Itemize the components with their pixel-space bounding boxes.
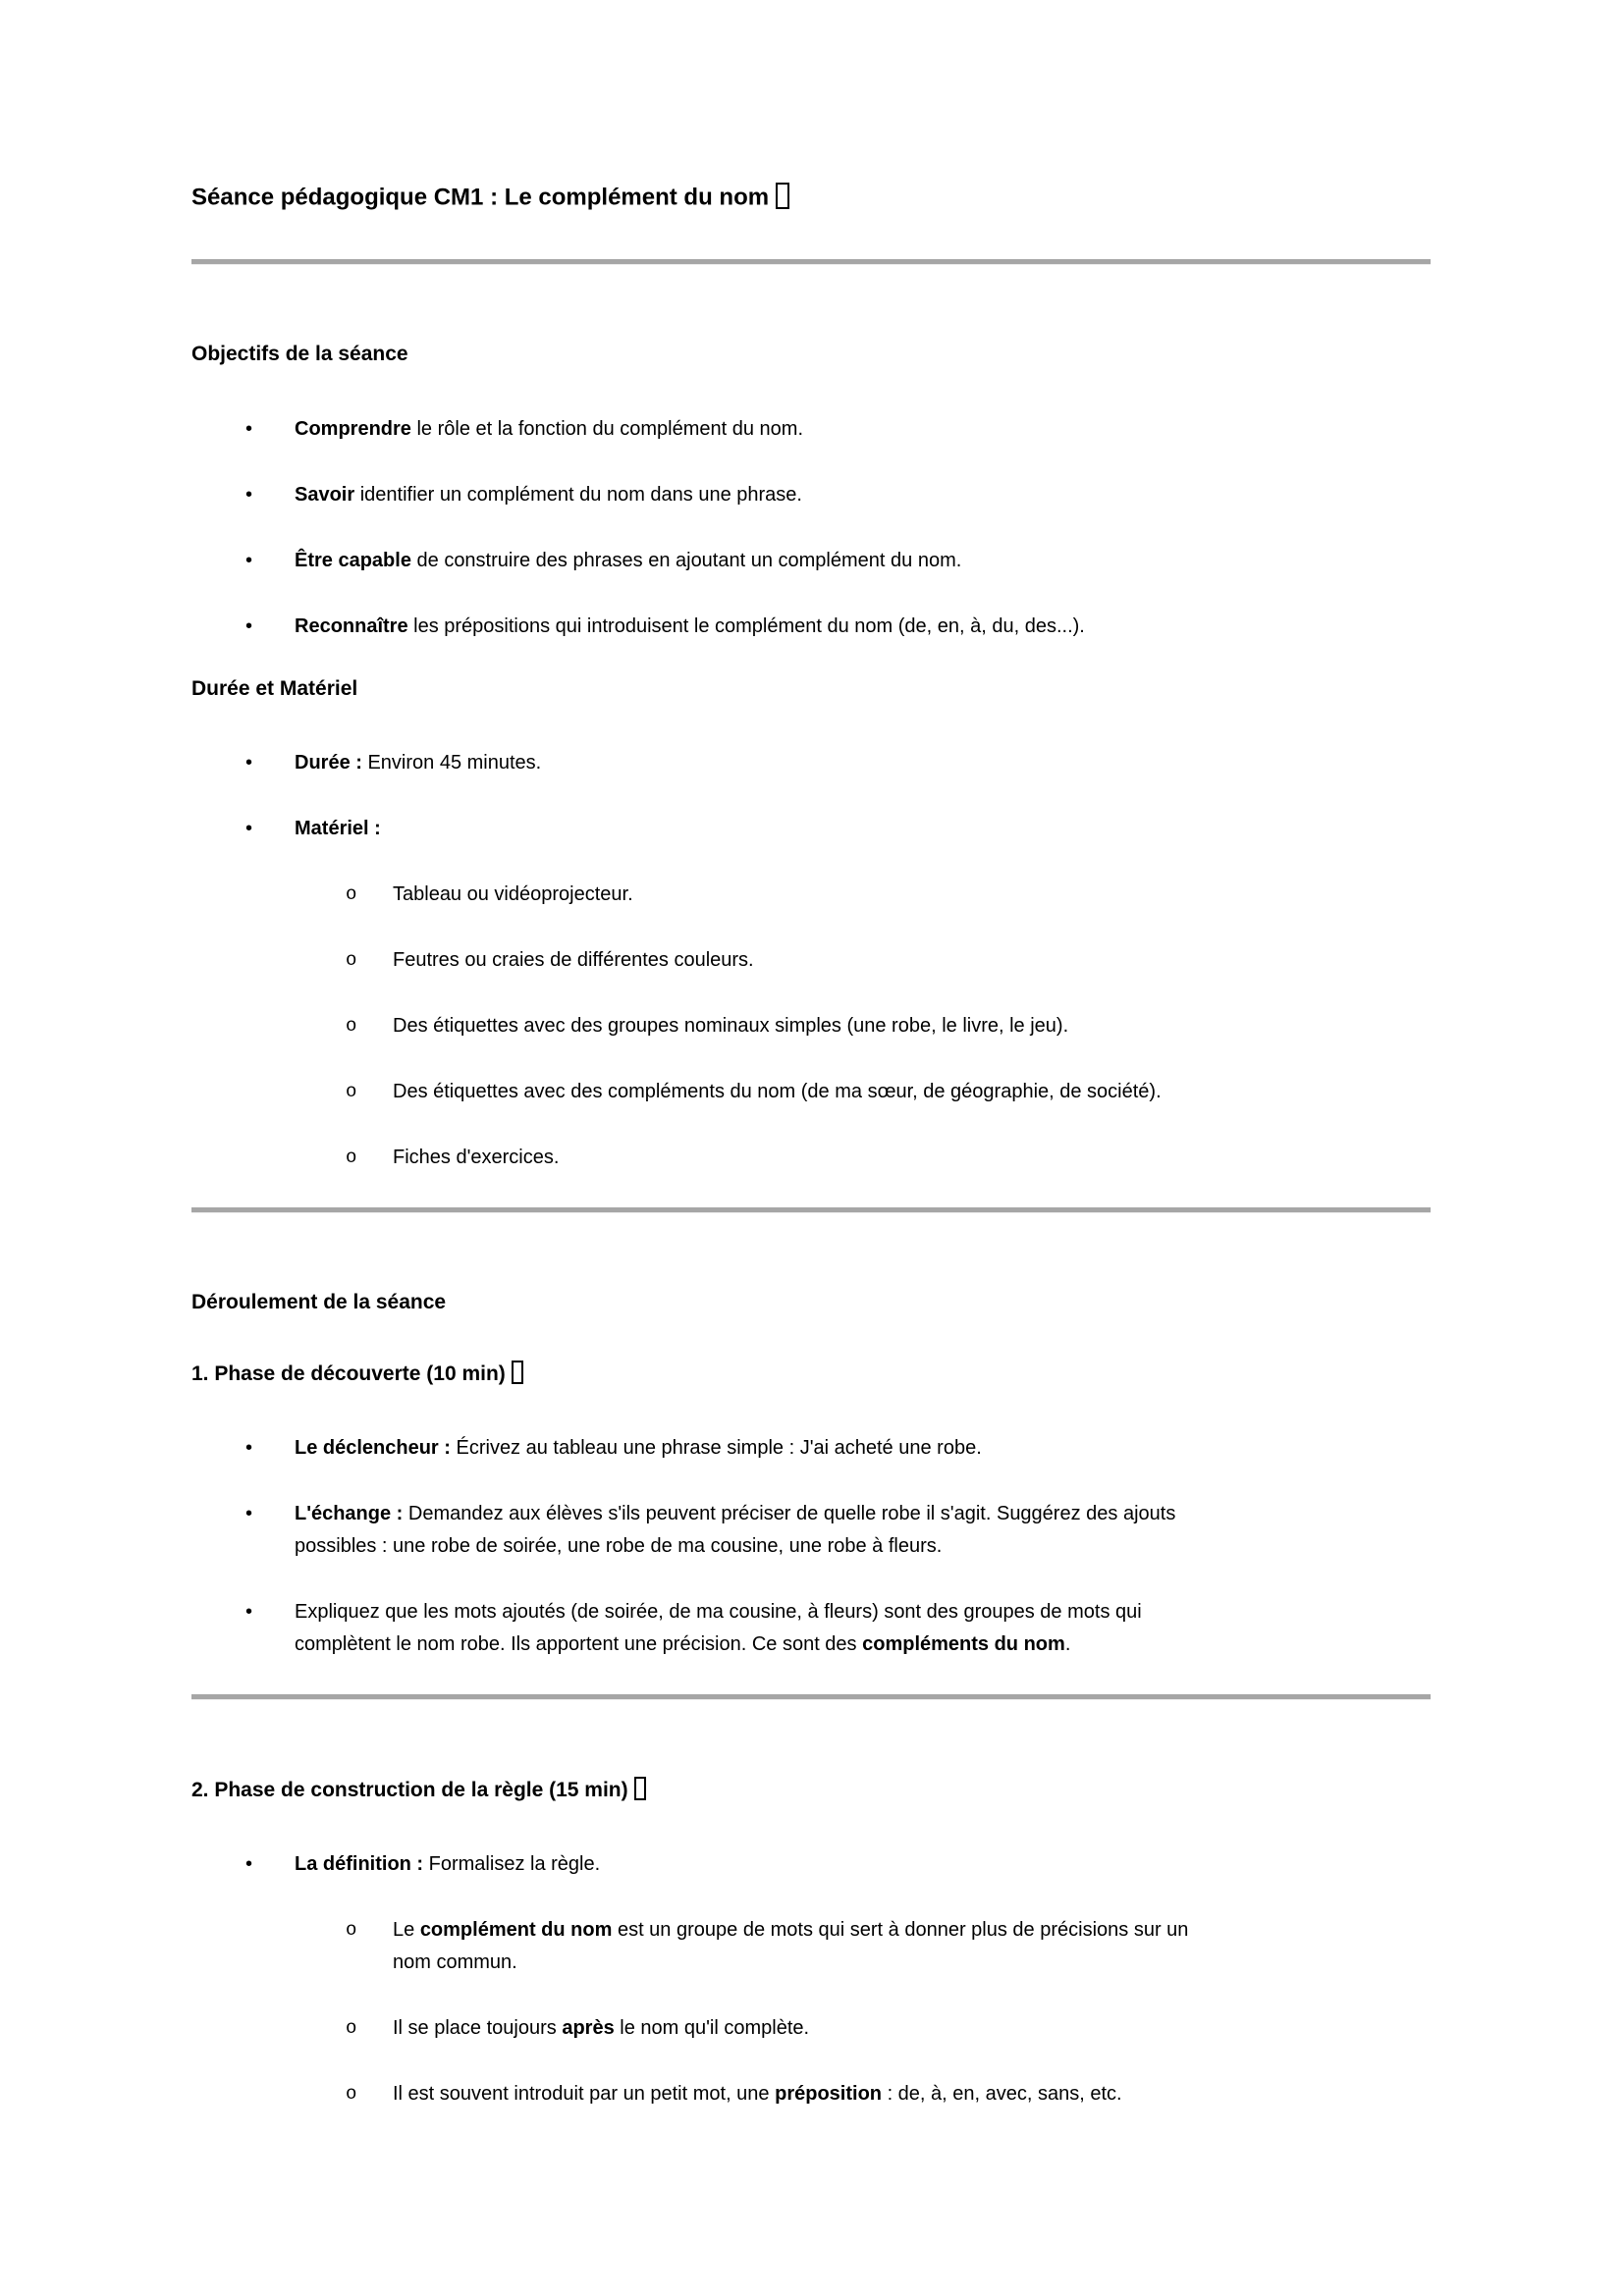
- list-item: [191, 479, 1431, 511]
- bold-text-run: préposition: [775, 2083, 883, 2106]
- list-item: [191, 1010, 1431, 1042]
- list-item-text: [295, 818, 381, 839]
- text-run: Formalisez la règle.: [423, 1853, 601, 1876]
- list-item-text: [295, 615, 1085, 637]
- list-item: [191, 813, 1431, 845]
- circle-bullet-icon: o: [346, 1146, 357, 1168]
- list-item-text: [295, 484, 802, 506]
- bullet-icon: •: [245, 817, 253, 839]
- bullet-icon: •: [245, 417, 253, 440]
- text-run: possibles : une robe de soirée, une robe de ma cousine, une robe à fleurs.: [295, 1535, 943, 1558]
- text-run: identifier un complément du nom dans une phrase.: [354, 483, 802, 506]
- section-heading: [191, 342, 1431, 367]
- list-item-text: [295, 418, 803, 440]
- section-heading: [191, 1290, 1431, 1315]
- bold-text-run: L'échange :: [295, 1503, 404, 1525]
- list-item-text: [393, 1015, 1068, 1037]
- text-run: Fiches d'exercices.: [393, 1146, 560, 1168]
- text-run: Il se place toujours: [393, 2017, 563, 2040]
- text-run: Feutres ou craies de différentes couleurs.: [393, 948, 754, 971]
- text-run: : de, à, en, avec, sans, etc.: [882, 2083, 1122, 2106]
- list-item-text: [295, 1503, 1175, 1557]
- bold-text-run: Durée :: [295, 751, 362, 774]
- section-heading-text: Durée et Matériel: [191, 676, 358, 700]
- list-item: [191, 2012, 1431, 2045]
- text-run: Écrivez au tableau une phrase simple : J'ai acheté une robe.: [450, 1437, 982, 1460]
- text-run: est un groupe de mots qui sert à donner plus de précisions sur un: [612, 1919, 1189, 1942]
- bullet-icon: •: [245, 1437, 253, 1460]
- list-item-text: [295, 1853, 600, 1875]
- text-run: Environ 45 minutes.: [361, 751, 542, 774]
- bold-text-run: Comprendre: [295, 417, 411, 440]
- bold-text-run: Reconnaître: [295, 614, 408, 637]
- circle-bullet-icon: o: [346, 2017, 357, 2040]
- document-title-text: Séance pédagogique CM1 : Le complément du nom: [191, 184, 770, 211]
- list-item: [191, 1076, 1431, 1108]
- bold-text-run: Matériel :: [295, 817, 381, 839]
- text-run: Des étiquettes avec des groupes nominaux simples (une robe, le livre, le jeu).: [393, 1014, 1069, 1037]
- bold-text-run: complément du nom: [419, 1919, 613, 1942]
- bold-text-run: Le déclencheur :: [295, 1437, 451, 1460]
- list-item-text: [393, 1081, 1162, 1102]
- text-run: complètent le nom robe. Ils apportent une précision. Ce sont des: [295, 1633, 863, 1656]
- list-item-text: [393, 2017, 809, 2039]
- document-title: [191, 183, 1431, 212]
- list-item: [191, 611, 1431, 643]
- text-run: Tableau ou vidéoprojecteur.: [393, 882, 633, 905]
- text-run: le rôle et la fonction du complément du nom.: [410, 417, 804, 440]
- list-item: [191, 2078, 1431, 2110]
- list-item: [191, 1848, 1431, 1881]
- list-item: [191, 413, 1431, 446]
- list-item-text: [393, 1147, 559, 1168]
- missing-emoji-glyph: [634, 1777, 646, 1800]
- list-item: [191, 747, 1431, 779]
- missing-emoji-glyph: [776, 183, 789, 209]
- section-heading: [191, 1777, 1431, 1803]
- list-item: [191, 1596, 1431, 1661]
- list-item-text: [295, 752, 541, 774]
- bullet-icon: •: [245, 1853, 253, 1876]
- list-item: [191, 879, 1431, 911]
- text-run: Des étiquettes avec des compléments du nom (de ma sœur, de géographie, de société).: [393, 1080, 1162, 1102]
- document-body: [191, 259, 1431, 2110]
- text-run: les prépositions qui introduisent le complément du nom (de, en, à, du, des...).: [407, 614, 1085, 637]
- list-item: [191, 1914, 1431, 1979]
- bold-text-run: Savoir: [295, 483, 355, 506]
- list-item-text: [393, 949, 754, 971]
- horizontal-rule: [191, 1207, 1431, 1213]
- list-item-text: [295, 550, 961, 571]
- bullet-icon: •: [245, 1503, 253, 1525]
- list-item-text: [295, 1601, 1142, 1655]
- list-item-text: [393, 883, 633, 905]
- text-run: de construire des phrases en ajoutant un complément du nom.: [410, 549, 962, 571]
- list-item: [191, 545, 1431, 577]
- list-item: [191, 1432, 1431, 1465]
- bold-text-run: compléments du nom: [862, 1633, 1065, 1656]
- bold-text-run: La définition :: [295, 1853, 424, 1876]
- list-item: [191, 1498, 1431, 1563]
- text-run: Il est souvent introduit par un petit mot, une: [393, 2083, 776, 2106]
- circle-bullet-icon: o: [346, 948, 357, 971]
- bullet-icon: •: [245, 751, 253, 774]
- section-heading-text: Déroulement de la séance: [191, 1290, 447, 1313]
- text-run: Expliquez que les mots ajoutés (de soirée, de ma cousine, à fleurs) sont des groupes de mots qui: [295, 1601, 1142, 1624]
- list-item: [191, 944, 1431, 977]
- text-run: nom commun.: [393, 1951, 517, 1974]
- list-item-text: [295, 1437, 982, 1459]
- text-run: .: [1064, 1633, 1071, 1656]
- text-run: le nom qu'il complète.: [614, 2017, 810, 2040]
- bullet-icon: •: [245, 614, 253, 637]
- text-run: Demandez aux élèves s'ils peuvent préciser de quelle robe il s'agit. Suggérez des ajouts: [403, 1503, 1176, 1525]
- text-run: Le: [393, 1919, 420, 1942]
- missing-emoji-glyph: [512, 1361, 523, 1384]
- bullet-icon: •: [245, 483, 253, 506]
- horizontal-rule: [191, 1694, 1431, 1700]
- horizontal-rule: [191, 259, 1431, 265]
- section-heading: [191, 1361, 1431, 1387]
- bullet-icon: •: [245, 549, 253, 571]
- list-item-text: [393, 1919, 1188, 1973]
- section-heading: [191, 676, 1431, 702]
- section-heading-text: 2. Phase de construction de la règle (15 min): [191, 1778, 628, 1801]
- bullet-icon: •: [245, 1601, 253, 1624]
- section-heading-text: 1. Phase de découverte (10 min): [191, 1362, 506, 1385]
- circle-bullet-icon: o: [346, 2083, 357, 2106]
- bold-text-run: Être capable: [295, 549, 411, 571]
- circle-bullet-icon: o: [346, 1080, 357, 1102]
- list-item-text: [393, 2083, 1122, 2105]
- circle-bullet-icon: o: [346, 882, 357, 905]
- bold-text-run: après: [562, 2017, 615, 2040]
- circle-bullet-icon: o: [346, 1919, 357, 1942]
- circle-bullet-icon: o: [346, 1014, 357, 1037]
- list-item: [191, 1142, 1431, 1174]
- section-heading-text: Objectifs de la séance: [191, 343, 408, 366]
